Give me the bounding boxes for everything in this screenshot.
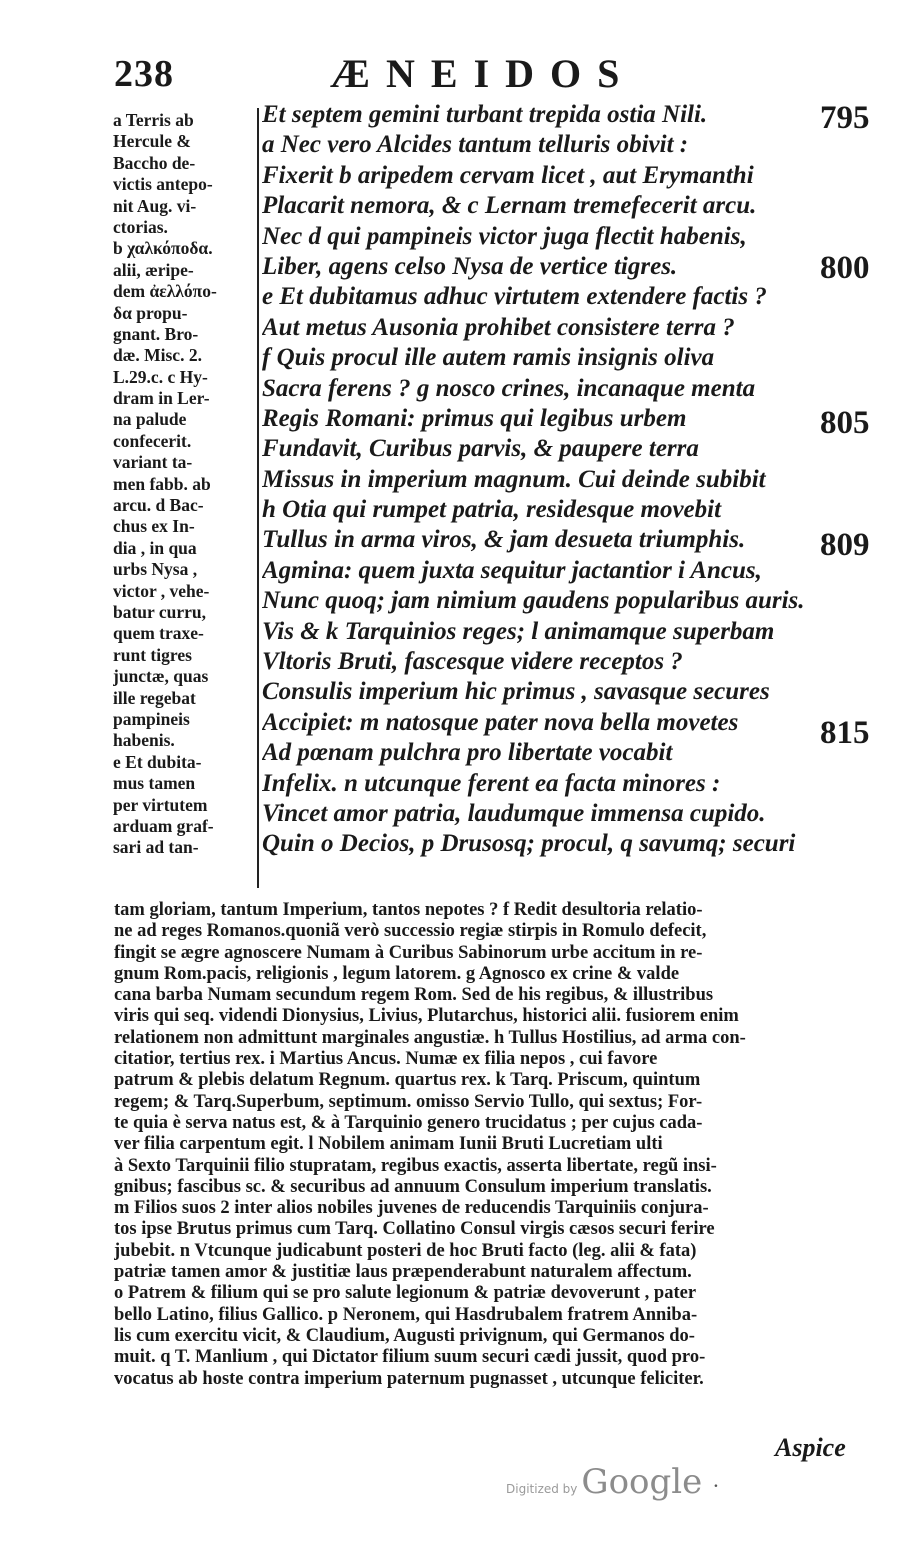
note-line: ille regebat	[113, 687, 196, 708]
page-number: 238	[114, 53, 174, 95]
commentary-line: bello Latino, filius Gallico. p Neronem, qui Hasdrubalem fratrem Anniba-	[114, 1304, 698, 1325]
note-line: habenis.	[113, 730, 175, 751]
note-line: b χαλκόποδα.	[113, 238, 213, 259]
verse-line: Ad pœnam pulchra pro libertate vocabit	[262, 739, 673, 767]
commentary-line: ver filia carpentum egit. l Nobilem animam Iunii Bruti Lucretiam ulti	[114, 1134, 663, 1155]
verse-line: h Otia qui rumpet patria, residesque movebit	[262, 496, 722, 524]
commentary-line: gnum Rom.pacis, religionis , legum latorem. g Agnosco ex crine & valde	[114, 963, 680, 984]
line-number: 800	[820, 250, 870, 286]
note-line: mus tamen	[113, 773, 196, 794]
verse-line: Fixerit b aripedem cervam licet , aut Erymanthi	[262, 161, 754, 189]
note-line: arduam graf-	[113, 815, 214, 836]
note-line: Hercule &	[113, 131, 191, 152]
commentary-line: patriæ tamen amor & justitiæ laus præpenderabunt naturalem affectum.	[114, 1262, 692, 1283]
commentary-line: vocatus ab hoste contra imperium paternum pugnasset , utcunque feliciter.	[114, 1368, 704, 1389]
commentary-line: à Sexto Tarquinii filio stupratam, regibus exactis, asserta libertate, regũ insi-	[114, 1155, 717, 1176]
column-divider	[257, 108, 259, 888]
verse-line: Quin o Decios, p Drusosq; procul, q savumq; securi	[262, 830, 796, 858]
note-line: dram in Ler-	[113, 388, 210, 409]
catchword: Aspice	[775, 1433, 846, 1462]
commentary-line: gnibus; fascibus sc. & securibus ad annuum Consulum imperium translatis.	[114, 1176, 712, 1197]
commentary-line: cana barba Numam secundum regem Rom. Sed de his regibus, & illustribus	[114, 985, 714, 1006]
verse-line: Tullus in arma viros, & jam desueta triumphis.	[262, 526, 746, 554]
note-line: dia , in qua	[113, 537, 197, 558]
verse-line: Et septem gemini turbant trepida ostia Nili.	[262, 101, 708, 128]
watermark-dot: ·	[712, 1473, 720, 1498]
note-line: δα propu-	[113, 302, 188, 323]
verse-line: Fundavit, Curibus parvis, & paupere terra	[262, 435, 699, 463]
commentary-line: o Patrem & filium qui se pro salute legionum & patriæ devoverunt , pater	[114, 1283, 697, 1304]
watermark-prefix: Digitized by	[506, 1482, 578, 1496]
verse-line: Placarit nemora, & c Lernam tremefecerit arcu.	[262, 192, 757, 220]
verse-line: Consulis imperium hic primus , savasque secures	[262, 678, 770, 706]
verse-line: f Quis procul ille autem ramis insignis oliva	[262, 344, 715, 372]
commentary-line: muit. q T. Manlium , qui Dictator filium suum securi cædi jussit, quod pro-	[114, 1347, 706, 1368]
commentary-notes	[114, 900, 866, 1390]
note-line: urbs Nysa ,	[113, 559, 198, 580]
commentary-line: m Filios suos 2 inter alios nobiles juvenes de reducendis Tarquiniis conjura-	[114, 1198, 709, 1219]
commentary-line: te quia è serva natus est, & à Tarquinio genero trucidatus ; per cujus cada-	[114, 1112, 703, 1133]
note-line: pampineis	[113, 708, 190, 729]
note-line: a Terris ab	[113, 110, 194, 130]
note-line: gnant. Bro-	[113, 323, 199, 344]
note-line: Baccho de-	[113, 152, 196, 173]
note-line: dæ. Misc. 2.	[113, 345, 202, 366]
line-number: 795	[820, 100, 870, 136]
note-line: arcu. d Bac-	[113, 495, 204, 516]
line-number: 809	[820, 527, 870, 563]
commentary-line: citatior, tertius rex. i Martius Ancus. Numæ ex filia nepos , cui favore	[114, 1049, 658, 1070]
commentary-line: ne ad reges Romanos.quoniã verò successio regiæ stirpis in Romulo defecit,	[114, 921, 707, 942]
note-line: victis antepo-	[113, 174, 213, 195]
line-number: 805	[820, 405, 870, 441]
note-line: victor , vehe-	[113, 580, 210, 601]
line-number: 815	[820, 715, 870, 751]
note-line: batur curru,	[113, 601, 207, 622]
note-line: men fabb. ab	[113, 473, 211, 494]
note-line: runt tigres	[113, 644, 192, 665]
commentary-line: tos ipse Brutus primus cum Tarq. Collatino Consul virgis cæsos securi ferire	[114, 1219, 715, 1240]
commentary-line: viris qui seq. videndi Dionysius, Livius, Plutarchus, historici alii. fusiorem enim	[114, 1006, 739, 1027]
note-line: L.29.c. c Hy-	[113, 366, 208, 387]
verse-line: a Nec vero Alcides tantum telluris obivit :	[262, 131, 689, 159]
verse-line: Vincet amor patria, laudumque immensa cupido.	[262, 799, 766, 827]
commentary-line: fingit se ægre agnoscere Numam à Curibus Sabinorum urbe accitum in re-	[114, 942, 703, 963]
note-line: nit Aug. vi-	[113, 195, 197, 216]
verse-block	[262, 100, 862, 860]
note-line: quem traxe-	[113, 623, 204, 644]
note-line: dem ἀελλόπο-	[113, 281, 217, 302]
note-line: variant ta-	[113, 452, 193, 473]
note-line: na palude	[113, 409, 187, 430]
note-line: confecerit.	[113, 430, 192, 451]
marginal-notes	[113, 110, 255, 859]
verse-line: Accipiet: m natosque pater nova bella movetes	[262, 708, 739, 736]
commentary-line: relationem non admittunt marginales angustiæ. h Tullus Hostilius, ad arma con-	[114, 1027, 746, 1048]
note-line: sari ad tan-	[113, 837, 199, 858]
verse-line: Liber, agens celso Nysa de vertice tigres.	[262, 252, 678, 280]
verse-line: Vis & k Tarquinios reges; l animamque superbam	[262, 617, 775, 645]
verse-line: Regis Romani: primus qui legibus urbem	[262, 404, 687, 432]
running-title: ÆNEIDOS	[330, 51, 636, 96]
watermark-brand: Google	[581, 1462, 703, 1502]
verse-line: Agmina: quem juxta sequitur jactantior i Ancus,	[262, 556, 762, 584]
commentary-line: jubebit. n Vtcunque judicabunt posteri de hoc Bruti facto (leg. alii & fata)	[114, 1240, 697, 1261]
commentary-line: lis cum exercitu vicit, & Claudium, Augusti privignum, qui Germanos do-	[114, 1325, 695, 1346]
commentary-line: tam gloriam, tantum Imperium, tantos nepotes ? f Redit desultoria relatio-	[114, 900, 703, 920]
commentary-line: patrum & plebis delatum Regnum. quartus rex. k Tarq. Priscum, quintum	[114, 1070, 701, 1091]
verse-line: Nec d qui pampineis victor juga flectit habenis,	[262, 222, 747, 250]
note-line: alii, æripe-	[113, 259, 194, 280]
note-line: per virtutem	[113, 794, 208, 815]
verse-line: e Et dubitamus adhuc virtutem extendere factis ?	[262, 283, 767, 311]
note-line: junctæ, quas	[113, 666, 209, 687]
verse-line: Missus in imperium magnum. Cui deinde subibit	[262, 465, 766, 493]
verse-line: Nunc quoq; jam nimium gaudens popularibus auris.	[262, 587, 805, 615]
verse-line: Sacra ferens ? g nosco crines, incanaque menta	[262, 374, 756, 402]
note-line: ctorias.	[113, 216, 168, 237]
verse-line: Infelix. n utcunque ferent ea facta minores :	[262, 769, 721, 797]
digitization-watermark	[506, 1462, 720, 1502]
note-line: e Et dubita-	[113, 751, 202, 772]
commentary-line: regem; & Tarq.Superbum, septimum. omisso Servio Tullo, qui sextus; For-	[114, 1091, 703, 1112]
verse-line: Aut metus Ausonia prohibet consistere terra ?	[262, 313, 735, 341]
verse-line: Vltoris Bruti, fascesque videre receptos ?	[262, 648, 683, 676]
note-line: chus ex In-	[113, 516, 195, 537]
